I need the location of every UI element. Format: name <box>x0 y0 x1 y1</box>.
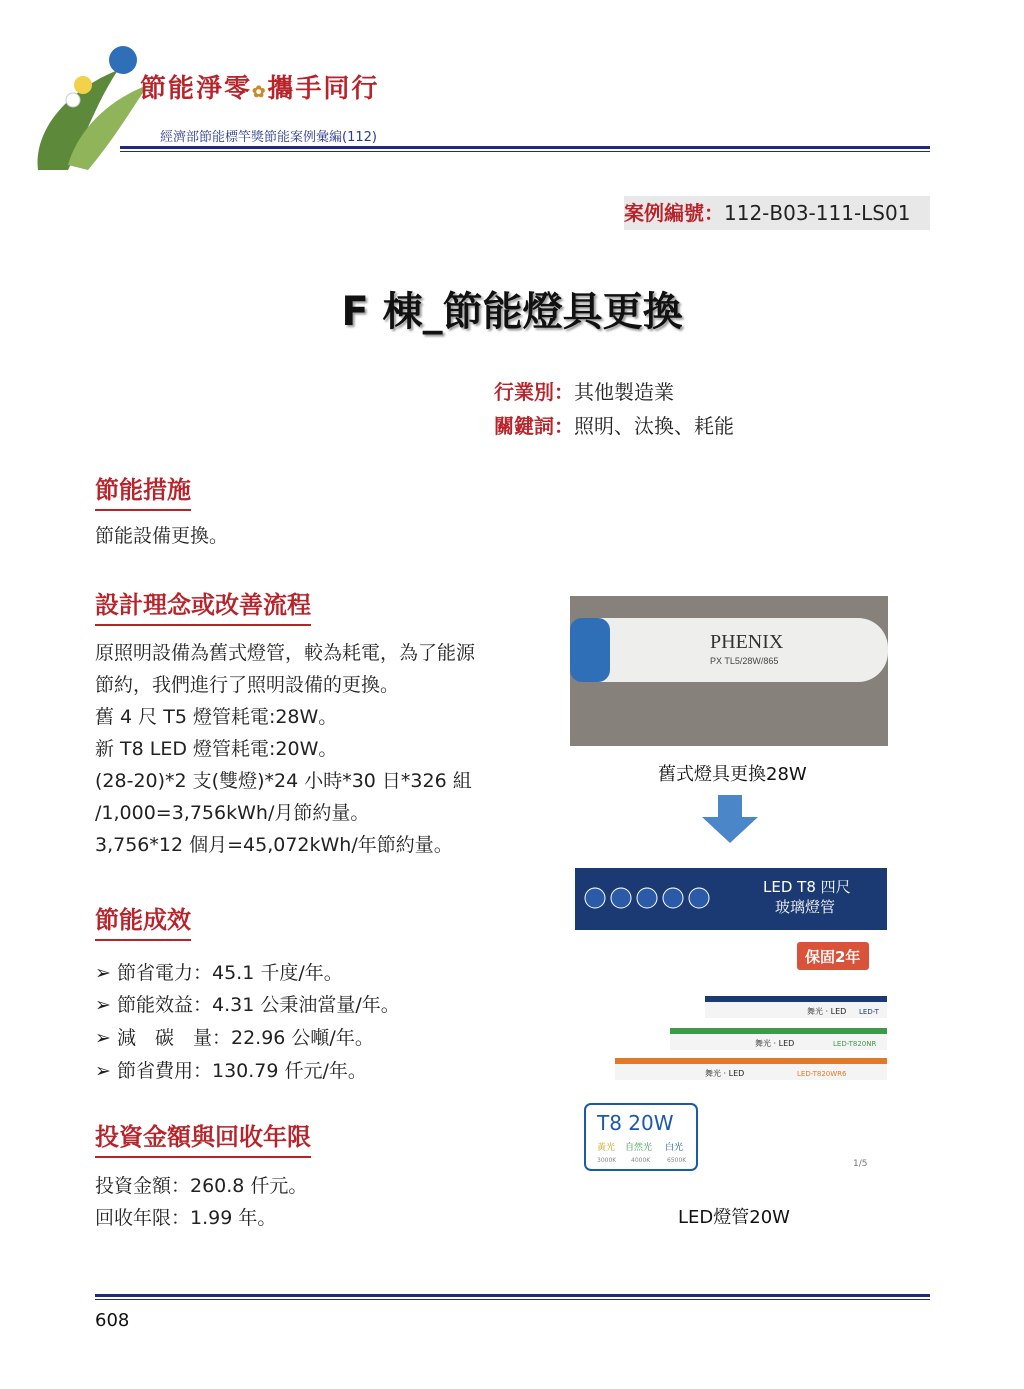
bullet-arrow-icon: ➢ <box>95 1027 111 1049</box>
svg-text:4000K: 4000K <box>631 1157 651 1164</box>
ad-tube-3 <box>615 1058 887 1080</box>
keywords-value: 照明、汰換、耗能 <box>574 414 734 438</box>
design-line: 舊 4 尺 T5 燈管耗電:28W。 <box>95 706 338 728</box>
footer-rule <box>95 1294 930 1297</box>
svg-text:自然光: 自然光 <box>625 1143 653 1153</box>
section-heading-results: 節能成效 <box>95 900 191 941</box>
header-rule <box>120 146 930 149</box>
bullet-arrow-icon: ➢ <box>95 994 111 1016</box>
design-line: /1,000=3,756kWh/月節約量。 <box>95 802 370 824</box>
header-slogan: 節能淨零✿攜手同行 <box>140 74 380 104</box>
ad-warranty: 保固2年 <box>805 948 861 966</box>
svg-text:黃光: 黃光 <box>597 1143 616 1153</box>
new-tube-caption: LED燈管20W <box>678 1207 790 1228</box>
section-heading-investment: 投資金額與回收年限 <box>95 1117 311 1158</box>
header-logo <box>28 30 178 180</box>
down-arrow-icon <box>700 795 760 845</box>
svg-text:6500K: 6500K <box>667 1157 687 1164</box>
design-line: 節約，我們進行了照明設備的更換。 <box>95 674 400 696</box>
investment-amount: 投資金額：260.8 仟元。 <box>95 1175 308 1197</box>
footer-rule-thin <box>95 1299 930 1300</box>
svg-text:LED-T820NR: LED-T820NR <box>833 1040 877 1048</box>
ad-title-line2: 玻璃燈管 <box>775 898 836 916</box>
svg-text:3000K: 3000K <box>597 1157 617 1164</box>
industry-row <box>494 376 674 405</box>
bullet-arrow-icon: ➢ <box>95 962 111 984</box>
keywords-row <box>494 410 734 439</box>
industry-label: 行業別： <box>494 380 574 404</box>
svg-text:舞光 · LED: 舞光 · LED <box>755 1039 795 1048</box>
old-tube-brand: PHENIX <box>710 631 784 653</box>
svg-text:舞光 · LED: 舞光 · LED <box>807 1007 847 1016</box>
ad-tube-2 <box>670 1028 887 1050</box>
payback-period: 回收年限：1.99 年。 <box>95 1207 277 1229</box>
ad-tube-1 <box>705 996 887 1018</box>
design-paragraph <box>95 637 475 861</box>
result-item: ➢ 減 碳 量：22.96 公噸/年。 <box>95 1027 374 1049</box>
industry-value: 其他製造業 <box>574 380 674 404</box>
case-number-label: 案例編號： <box>624 201 724 225</box>
design-line: 3,756*12 個月=45,072kWh/年節約量。 <box>95 834 453 856</box>
ad-page-indicator: 1/5 <box>853 1159 868 1169</box>
svg-text:舞光 · LED: 舞光 · LED <box>705 1069 745 1078</box>
old-tube-caption: 舊式燈具更換28W <box>658 764 807 785</box>
header-collection-title: 經濟部節能標竿獎節能案例彙編(112) <box>160 130 377 145</box>
header-rule-thin <box>120 151 930 152</box>
case-number-value: 112-B03-111-LS01 <box>724 201 911 225</box>
svg-text:LED-T820WR6: LED-T820WR6 <box>797 1070 847 1078</box>
led-tube-ad <box>575 868 887 1178</box>
result-item: ➢ 節能效益：4.31 公秉油當量/年。 <box>95 994 400 1016</box>
measures-text: 節能設備更換。 <box>95 525 229 547</box>
design-line: 原照明設備為舊式燈管，較為耗電，為了能源 <box>95 642 476 664</box>
section-heading-design: 設計理念或改善流程 <box>95 585 311 626</box>
result-item: ➢ 節省費用：130.79 仟元/年。 <box>95 1060 367 1082</box>
old-tube-photo <box>570 596 888 746</box>
page-number: 608 <box>95 1310 130 1331</box>
ad-spec: T8 20W <box>597 1111 674 1135</box>
design-line: (28-20)*2 支(雙燈)*24 小時*30 日*326 組 <box>95 770 472 792</box>
svg-text:白光: 白光 <box>665 1143 684 1153</box>
result-item: ➢ 節省電力：45.1 千度/年。 <box>95 962 343 984</box>
old-tube-model: PX TL5/28W/865 <box>710 656 779 666</box>
page-title: F 棟_節能燈具更換 <box>341 289 683 335</box>
keywords-label: 關鍵詞： <box>494 414 574 438</box>
section-heading-measures: 節能措施 <box>95 470 191 511</box>
design-line: 新 T8 LED 燈管耗電:20W。 <box>95 738 338 760</box>
svg-text:LED-T: LED-T <box>859 1008 879 1016</box>
bullet-arrow-icon: ➢ <box>95 1060 111 1082</box>
case-number-box <box>624 196 930 230</box>
ad-title-line1: LED T8 四尺 <box>763 878 851 896</box>
